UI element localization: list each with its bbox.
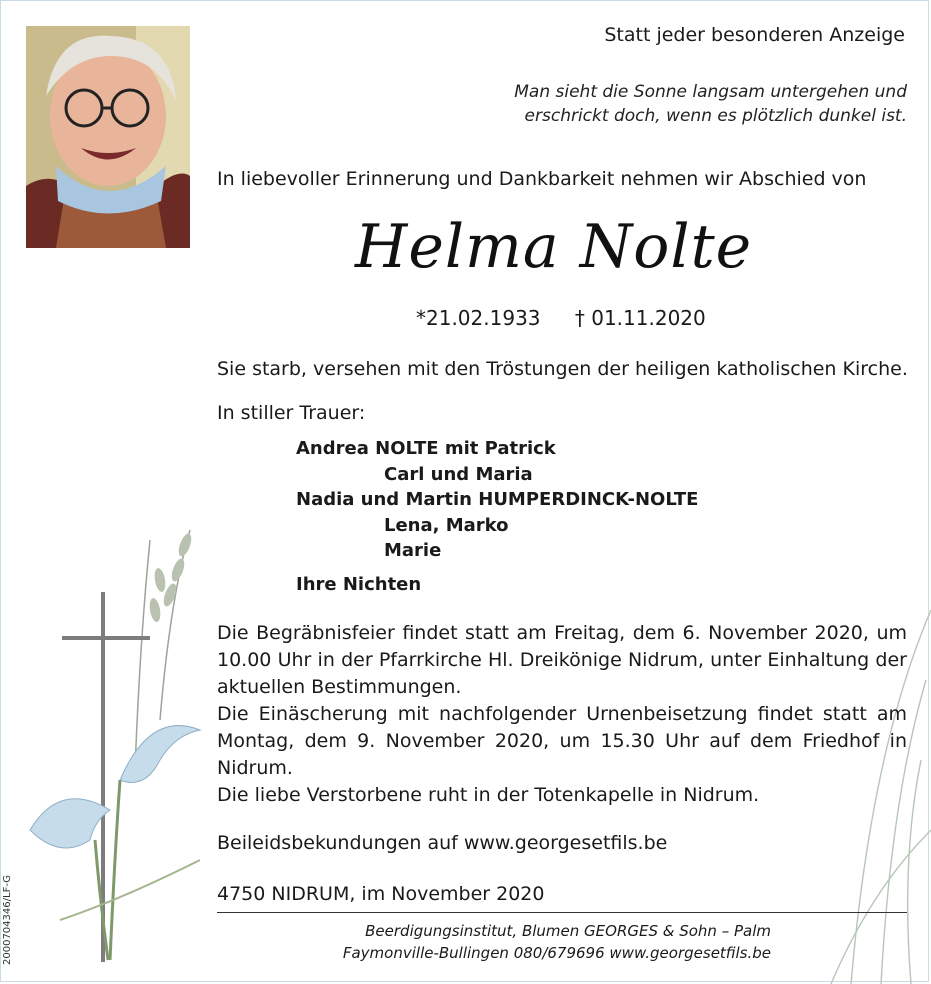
- condolences-text: Beileidsbekundungen auf www.georgesetfils.be: [217, 832, 668, 854]
- family-member: Nadia und Martin HUMPERDINCK-NOLTE: [296, 489, 699, 510]
- quote: [514, 80, 907, 128]
- sacrament-text: Sie starb, versehen mit den Tröstungen der heiligen katholischen Kirche.: [217, 358, 908, 380]
- rest-paragraph: Die liebe Verstorbene ruht in der Totenkapelle in Nidrum.: [217, 784, 760, 806]
- deceased-name: Helma Nolte: [355, 212, 753, 282]
- birth-date: *21.02.1933: [416, 306, 541, 330]
- life-dates: [416, 306, 734, 330]
- quote-line-1: Man sieht die Sonne langsam untergehen und: [514, 82, 907, 102]
- cross-lily-icon: [0, 520, 230, 980]
- undertaker-line-2: Faymonville-Bullingen 080/679696 www.georgesetfils.be: [342, 944, 771, 962]
- undertaker-line-1: Beerdigungsinstitut, Blumen GEORGES & Sohn – Palm: [365, 922, 771, 940]
- family-member: Andrea NOLTE mit Patrick: [296, 438, 556, 459]
- quote-line-2: erschrickt doch, wenn es plötzlich dunkel ist.: [524, 106, 907, 126]
- mourning-label: In stiller Trauer:: [217, 402, 366, 424]
- funeral-paragraph: Die Begräbnisfeier findet statt am Freitag, dem 6. November 2020, um 10.00 Uhr in der Pfarrkirche Hl. Dreikönige Nidrum, unter Einhaltung der aktuellen Bestimmungen.: [217, 622, 907, 698]
- intro-text: In liebevoller Erinnerung und Dankbarkeit nehmen wir Abschied von: [217, 168, 867, 190]
- nieces-text: Ihre Nichten: [296, 574, 422, 595]
- divider: [217, 912, 907, 913]
- header-text: Statt jeder besonderen Anzeige: [604, 24, 905, 46]
- family-member: Carl und Maria: [384, 463, 533, 485]
- cremation-paragraph: Die Einäscherung mit nachfolgender Urnenbeisetzung findet statt am Montag, dem 9. November 2020, um 15.30 Uhr auf dem Friedhof in Nidrum.: [217, 703, 907, 779]
- family-member: Lena, Marko: [384, 514, 509, 536]
- family-list: [296, 436, 698, 564]
- undertaker-info: [343, 920, 771, 964]
- place-date: 4750 NIDRUM, im November 2020: [217, 883, 545, 905]
- portrait-photo: [26, 26, 190, 248]
- ad-code: 2000704346/LF-G: [2, 874, 13, 965]
- family-member: Marie: [384, 540, 442, 561]
- death-date: † 01.11.2020: [574, 306, 706, 330]
